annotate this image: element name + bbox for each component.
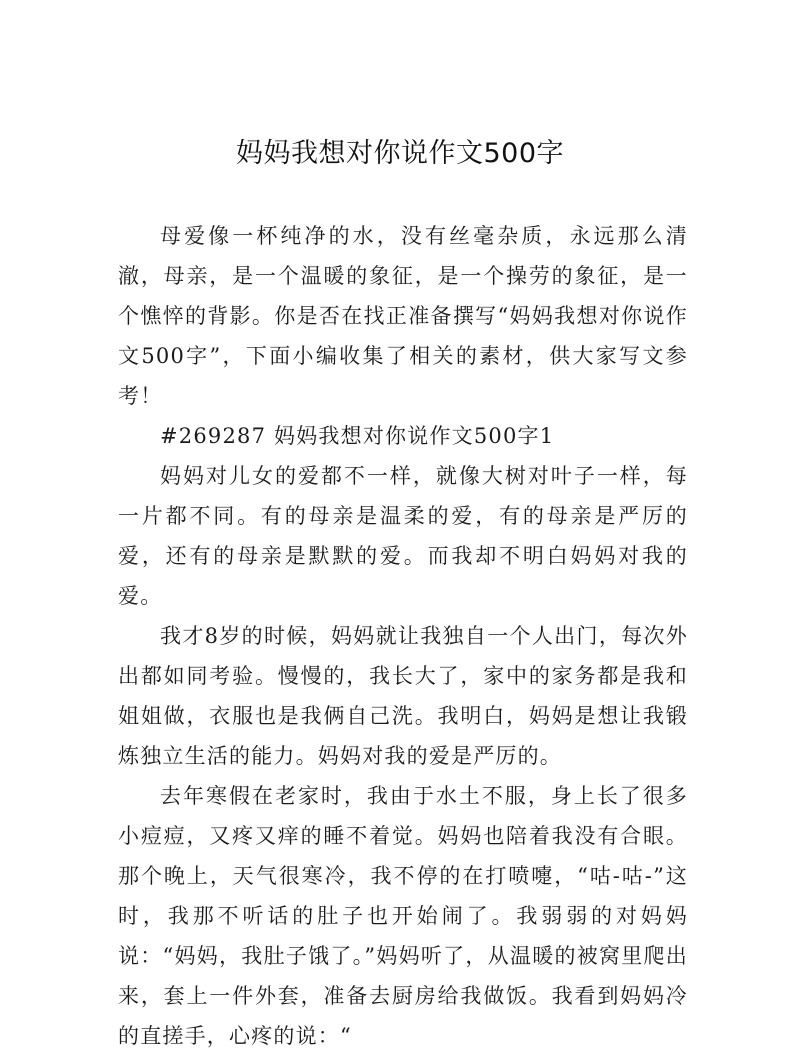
- paragraph-3: 去年寒假在老家时，我由于水土不服，身上长了很多小痘痘，又疼又痒的睡不着觉。妈妈也陪着我没有合眼。那个晚上，天气很寒冷，我不停的在打喷嚏，“咕-咕-”这时，我那不听话的肚子也开始闹了。我弱弱的对妈妈说：“妈妈，我肚子饿了。”妈妈听了，从温暖的被窝里爬出来，套上一件外套，准备去厨房给我做饭。我看到妈妈冷的直搓手，心疼的说：“: [118, 784, 688, 1048]
- document-title: 妈妈我想对你说作文500字: [235, 138, 565, 169]
- paragraph-1: 妈妈对儿女的爱都不一样，就像大树对叶子一样，每一片都不同。有的母亲是温柔的爱，有的母亲是严厉的爱，还有的母亲是默默的爱。而我却不明白妈妈对我的爱。: [118, 464, 688, 608]
- paragraph-intro: 母爱像一杯纯净的水，没有丝毫杂质，永远那么清澈，母亲，是一个温暖的象征，是一个操劳的象征，是一个憔悴的背影。你是否在找正准备撰写“妈妈我想对你说作文500字”，下面小编收集了相关的素材，供大家写文参考！: [118, 224, 688, 408]
- paragraph-2: 我才8岁的时候，妈妈就让我独自一个人出门，每次外出都如同考验。慢慢的，我长大了，家中的家务都是我和姐姐做，衣服也是我俩自己洗。我明白，妈妈是想让我锻炼独立生活的能力。妈妈对我的爱是严厉的。: [118, 624, 688, 768]
- document-body: [118, 216, 688, 1056]
- paragraph-heading: #269287 妈妈我想对你说作文500字1: [160, 424, 555, 448]
